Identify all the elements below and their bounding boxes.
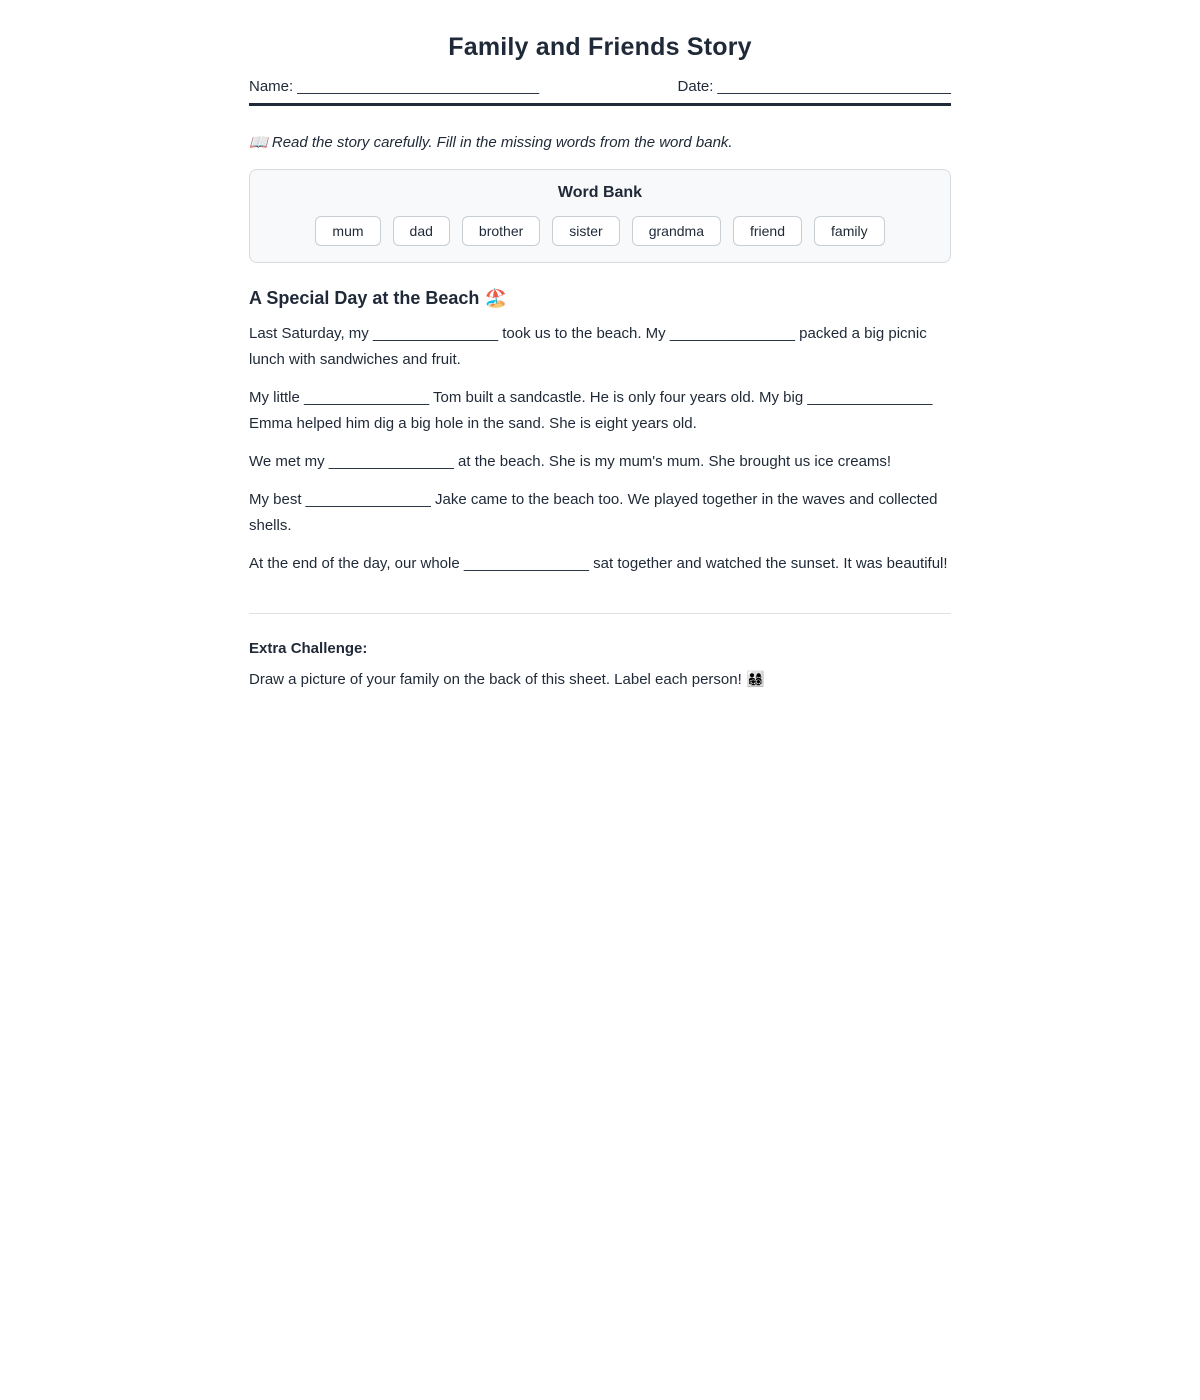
word-chip: brother [462,216,540,246]
word-chip: sister [552,216,619,246]
word-bank-words [260,216,940,246]
name-field [249,78,539,95]
story-paragraph: My best _______________ Jake came to the beach too. We played together in the waves and collected shells. [249,491,938,534]
date-write-line: ____________________________ [717,78,951,95]
word-chip: mum [315,216,380,246]
section-divider [249,613,951,614]
family-icon: 👨‍👩‍👧‍👦 [745,671,765,688]
open-book-icon: 📖 [249,134,268,151]
name-label: Name: [249,78,294,95]
extra-challenge-label: Draw a picture of your family on the back of this sheet. Label each person! [249,671,742,688]
word-chip: friend [733,216,802,246]
word-bank [249,169,951,263]
date-label: Date: [677,78,714,95]
story-paragraph: We met my _______________ at the beach. She is my mum's mum. She brought us ice creams! [249,453,892,470]
extra-challenge-heading: Extra Challenge: [249,640,368,657]
name-date-row [249,78,951,106]
instruction-text [249,133,951,151]
word-chip: dad [393,216,450,246]
story-paragraphs [249,321,951,577]
beach-umbrella-icon: 🏖️ [484,288,507,308]
story-paragraph: At the end of the day, our whole _______________ sat together and watched the sunset. It was beautiful! [249,555,948,572]
story-heading [249,288,951,309]
instruction-label: Read the story carefully. Fill in the missing words from the word bank. [271,134,733,151]
story-paragraph: Last Saturday, my _______________ took us to the beach. My _______________ packed a big picnic lunch with sandwiches and fruit. [249,325,927,368]
word-bank-title: Word Bank [557,184,643,201]
worksheet [249,0,951,688]
story-paragraph: My little _______________ Tom built a sandcastle. He is only four years old. My big _______________ Emma helped him dig a big hole in the sand. She is eight years old. [249,389,933,432]
extra-challenge-text [249,670,951,688]
word-chip: grandma [632,216,721,246]
name-write-line: _____________________________ [297,78,540,95]
story-heading-label: A Special Day at the Beach [249,288,480,308]
date-field [678,78,951,95]
page-title: Family and Friends Story [448,33,752,61]
word-chip: family [814,216,885,246]
